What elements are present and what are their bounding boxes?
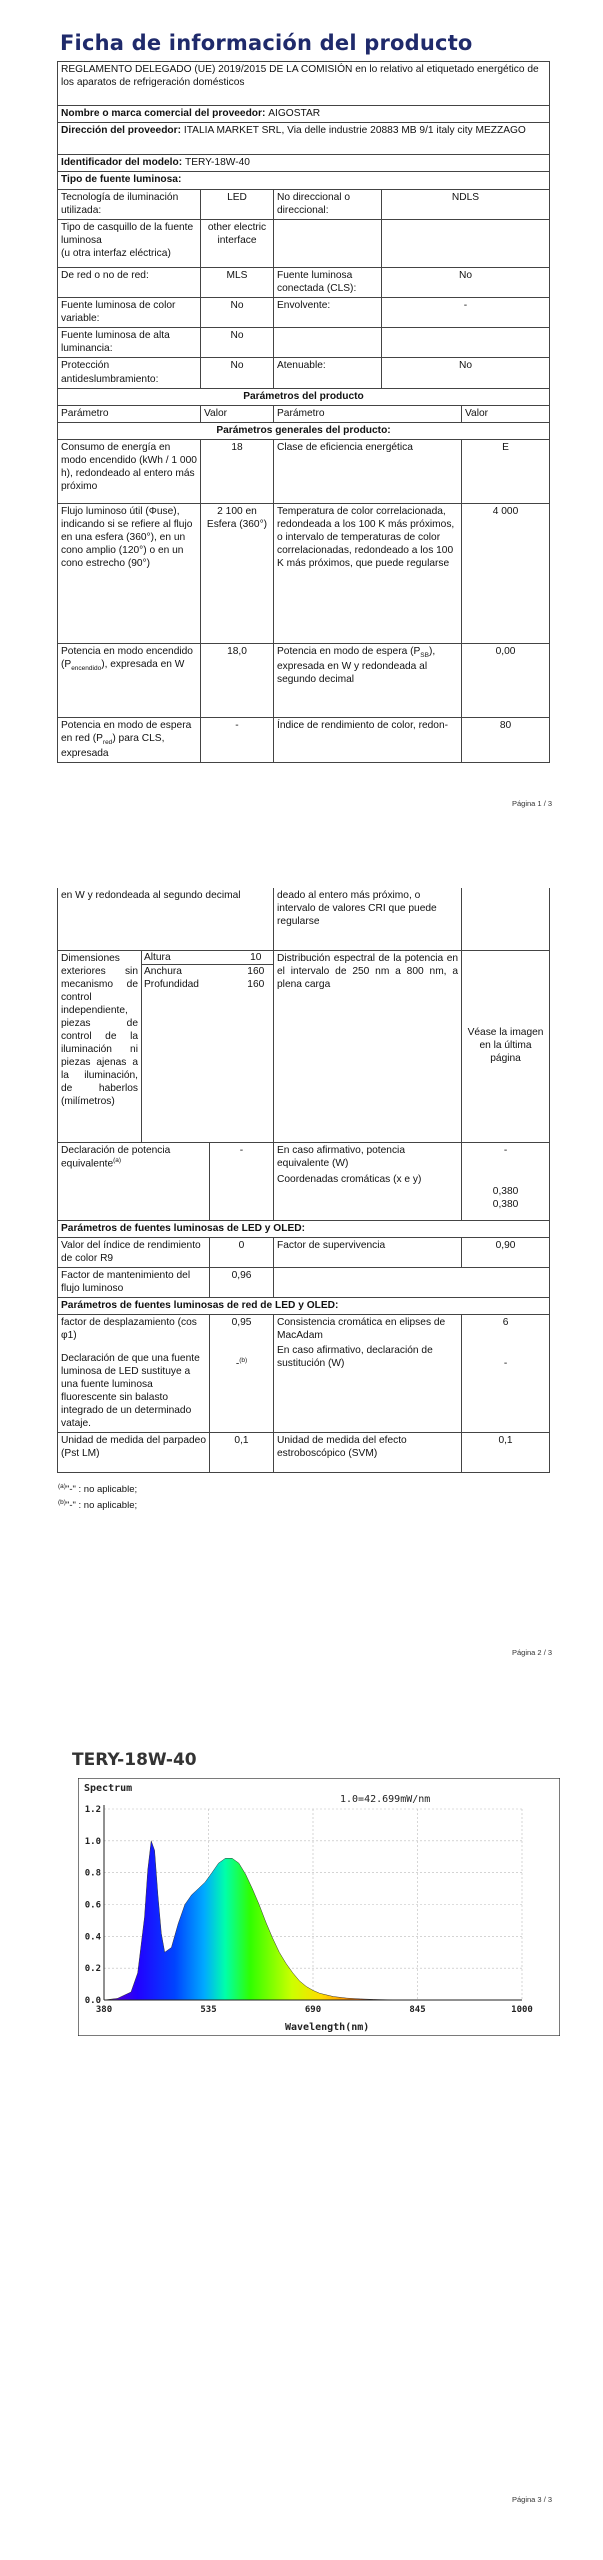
network-standby-cont: en W y redondeada al segundo decimal <box>58 888 274 950</box>
y-tick-label: 0.4 <box>84 1932 101 1943</box>
displacement-value-cell <box>210 1314 274 1432</box>
param-header-2: Parámetro <box>274 405 462 422</box>
efficiency-label: Clase de eficiencia energética <box>274 439 462 503</box>
regulation-text: REGLAMENTO DELEGADO (UE) 2019/2015 DE LA COMISIÓN en lo relativo al etiquetado energético de los aparatos de refrigeración domésticos <box>58 62 550 106</box>
y-tick-label: 0.2 <box>84 1964 101 1975</box>
displacement-label: factor de desplazamiento (cos φ1) <box>61 1316 197 1341</box>
high-luminance-label: Fuente luminosa de alta luminancia: <box>58 328 201 358</box>
flux-label: Flujo luminoso útil (Φuse), indicando si se refiere al flujo en una esfera (360°), en un cono amplio (120°) o en un cono estrecho (90°) <box>58 503 201 643</box>
dimmable-value: No <box>382 358 550 388</box>
page-number-3: Página 3 / 3 <box>512 2495 553 2504</box>
depth-value: 160 <box>247 978 265 990</box>
model-value: TERY-18W-40 <box>184 157 250 169</box>
page-number-1: Página 1 / 3 <box>512 799 553 808</box>
dimmable-label: Atenuable: <box>274 358 382 388</box>
note-b <box>58 1499 137 1512</box>
equiv-power-values <box>462 1142 550 1220</box>
color-variable-value: No <box>201 298 274 328</box>
lumen-maint-label: Factor de mantenimiento del flujo luminoso <box>58 1267 210 1297</box>
envelope-value: - <box>382 298 550 328</box>
replacement-w-label: En caso afirmativo, declaración de sustitución (W) <box>277 1344 433 1369</box>
cls-value: No <box>382 268 550 298</box>
flicker-value: 0,1 <box>210 1433 274 1473</box>
value-header: Valor <box>201 405 274 422</box>
tech-label: Tecnología de iluminación utilizada: <box>58 190 201 220</box>
led-mains-params-heading: Parámetros de fuentes luminosas de red de LED y OLED: <box>58 1297 550 1314</box>
nondir-label: No direccional o direccional: <box>274 190 382 220</box>
plot-area <box>85 1805 533 2015</box>
chart-title: TERY-18W-40 <box>72 1750 197 1770</box>
equiv-power-label <box>58 1142 210 1220</box>
x-tick-label: 380 <box>95 2005 113 2015</box>
network-standby-text-2: ) para CLS, expresada <box>61 732 165 760</box>
on-power-label <box>58 643 201 717</box>
model-label: Identificador del modelo: <box>61 157 183 169</box>
standby-sub: SB <box>420 651 429 659</box>
standby-label <box>274 643 462 717</box>
standby-value: 0,00 <box>462 643 550 717</box>
x-tick-label: 1000 <box>511 2005 533 2015</box>
cri-cont: deado al entero más próximo, o intervalo de valores CRI que puede regularse <box>274 888 462 950</box>
note-a <box>58 1483 137 1496</box>
survival-label: Factor de supervivencia <box>274 1237 462 1267</box>
survival-value: 0,90 <box>462 1237 550 1267</box>
param-header: Parámetro <box>58 405 201 422</box>
depth-label: Profundidad <box>144 978 199 990</box>
r9-label: Valor del índice de rendimiento de color R9 <box>58 1237 210 1267</box>
flux-value: 2 100 en Esfera (360°) <box>201 503 274 643</box>
network-standby-text: Potencia en modo de espera en red (P <box>61 719 192 744</box>
cap-value: other electric interface <box>201 220 274 268</box>
model-row <box>58 155 550 172</box>
displacement-cell <box>58 1314 210 1432</box>
x-axis-label: Wavelength(nm) <box>285 2022 370 2033</box>
on-power-value: 18,0 <box>201 643 274 717</box>
replacement-sup: (b) <box>239 1356 248 1364</box>
height-label: Altura <box>142 951 239 965</box>
efficiency-value: E <box>462 439 550 503</box>
cct-label: Temperatura de color correlacionada, redondeada a los 100 K más próximos, o intervalo de temperaturas de color correlacionadas, redondeado a los 100 K más próximos, que puede regularse <box>274 503 462 643</box>
general-params-heading: Parámetros generales del producto: <box>58 422 550 439</box>
on-power-text: Potencia en modo encendido (P <box>61 645 193 670</box>
spd-label: Distribución espectral de la potencia en el intervalo de 250 nm a 800 nm, a plena carga <box>274 950 462 1142</box>
on-power-sub: encendido <box>71 664 102 672</box>
height-value: 10 <box>239 951 273 965</box>
spd-value: Véase la imagen en la última página <box>462 950 550 1142</box>
chroma-coord-label: Coordenadas cromáticas (x e y) <box>277 1173 422 1185</box>
network-standby-label <box>58 717 201 762</box>
replacement-label: Declaración de que una fuente luminosa de LED sustituye a una fuente luminosa fluorescente sin balasto integrado de un determinado vataje. <box>61 1352 200 1430</box>
on-power-text-2: ), expresada en W <box>101 658 185 670</box>
chroma-y: 0,380 <box>492 1198 519 1210</box>
consumption-label: Consumo de energía en modo encendido (kWh / 1 000 h), redondeado al entero más próximo <box>58 439 201 503</box>
stroboscopic-value: 0,1 <box>462 1433 550 1473</box>
y-axis-label: Spectrum <box>84 1783 133 1794</box>
cri-value: 80 <box>462 717 550 762</box>
document-title: Ficha de información del producto <box>60 31 473 55</box>
equiv-power-sup: (a) <box>113 1156 122 1164</box>
standby-text: Potencia en modo de espera (P <box>277 645 421 657</box>
supplier-row <box>58 106 550 123</box>
supplier-label: Nombre o marca comercial del proveedor: <box>61 108 266 119</box>
cls-label: Fuente luminosa conectada (CLS): <box>274 268 382 298</box>
macadam-label: Consistencia cromática en elipses de MacAdam <box>277 1316 446 1341</box>
replacement-value-text: - <box>235 1358 240 1370</box>
address-value: ITALIA MARKET SRL, Via delle industrie 20883 MB 9/1 italy city MEZZAGO <box>183 125 526 137</box>
network-standby-value: - <box>201 717 274 762</box>
product-info-table-page2 <box>57 888 550 1473</box>
x-tick-label: 535 <box>200 2005 217 2015</box>
y-tick-label: 1.0 <box>84 1836 101 1847</box>
mains-value: MLS <box>201 268 274 298</box>
note-a-text: "-" : no aplicable; <box>65 1484 138 1496</box>
equiv-power-value: - <box>210 1142 274 1220</box>
dimensions-values <box>142 950 274 1142</box>
equiv-power-text: Declaración de potencia equivalente <box>61 1144 171 1169</box>
page-number-2: Página 2 / 3 <box>512 1648 553 1657</box>
cri-label: Índice de rendimiento de color, redon- <box>274 717 462 762</box>
displacement-value: 0,95 <box>231 1316 252 1328</box>
envelope-label: Envolvente: <box>274 298 382 328</box>
note-a-mark: (a) <box>58 1483 66 1490</box>
spectrum-area <box>104 1841 522 2000</box>
x-tick-label: 845 <box>409 2005 426 2015</box>
r9-value: 0 <box>210 1237 274 1267</box>
dimensions-label: Dimensiones exteriores sin mecanismo de control independiente, piezas de control de la iluminación ni piezas ajenas a la iluminación, de haberlos (milímetros) <box>58 950 142 1142</box>
macadam-value: 6 <box>502 1316 509 1328</box>
cap-label: Tipo de casquillo de la fuente luminosa <box>61 222 194 247</box>
color-variable-label: Fuente luminosa de color variable: <box>58 298 201 328</box>
address-row <box>58 123 550 155</box>
note-b-mark: (b) <box>58 1499 66 1506</box>
chart-annotation: 1.0=42.699mW/nm <box>340 1794 431 1805</box>
y-tick-label: 0.8 <box>84 1868 101 1879</box>
macadam-cell <box>274 1314 462 1432</box>
product-info-table-page1 <box>57 61 550 763</box>
address-label: Dirección del proveedor: <box>61 125 182 137</box>
cap-note: (u otra interfaz eléctrica) <box>61 248 171 260</box>
product-params-heading: Parámetros del producto <box>58 388 550 405</box>
glare-label: Protección antideslumbramiento: <box>58 358 201 388</box>
nondir-value: NDLS <box>382 190 550 220</box>
y-tick-label: 0.0 <box>84 1996 101 2006</box>
cap-cell <box>58 220 201 268</box>
network-standby-sub: red <box>102 738 113 746</box>
light-source-type: Tipo de fuente luminosa: <box>58 172 550 190</box>
mains-label: De red o no de red: <box>58 268 201 298</box>
width-value: 160 <box>247 965 265 977</box>
lumen-maint-value: 0,96 <box>210 1267 274 1297</box>
replacement-w-value: - <box>503 1357 508 1369</box>
cct-value: 4 000 <box>462 503 550 643</box>
x-tick-label: 690 <box>304 2005 322 2015</box>
led-params-heading: Parámetros de fuentes luminosas de LED y OLED: <box>58 1220 550 1237</box>
y-tick-label: 0.6 <box>84 1900 101 1911</box>
width-label: Anchura <box>144 965 182 977</box>
high-luminance-value: No <box>201 328 274 358</box>
stroboscopic-label: Unidad de medida del efecto estroboscópico (SVM) <box>274 1433 462 1473</box>
replacement-value <box>213 1357 270 1370</box>
note-b-text: "-" : no aplicable; <box>65 1500 138 1512</box>
standby-text-2: ), expresada en W y redondeada al segundo decimal <box>277 645 436 686</box>
glare-value: No <box>201 358 274 388</box>
equiv-power-details <box>274 1142 462 1220</box>
macadam-value-cell <box>462 1314 550 1432</box>
consumption-value: 18 <box>201 439 274 503</box>
y-tick-label: 1.2 <box>84 1805 101 1815</box>
spectrum-chart <box>78 1778 560 2036</box>
supplier-value: AIGOSTAR <box>268 108 321 119</box>
equiv-watts-label: En caso afirmativo, potencia equivalente (W) <box>277 1144 405 1169</box>
flicker-label: Unidad de medida del parpadeo (Pst LM) <box>58 1433 210 1473</box>
tech-value: LED <box>201 190 274 220</box>
value-header-2: Valor <box>462 405 550 422</box>
chroma-x: 0,380 <box>492 1185 519 1197</box>
equiv-watts-value: - <box>503 1144 508 1156</box>
